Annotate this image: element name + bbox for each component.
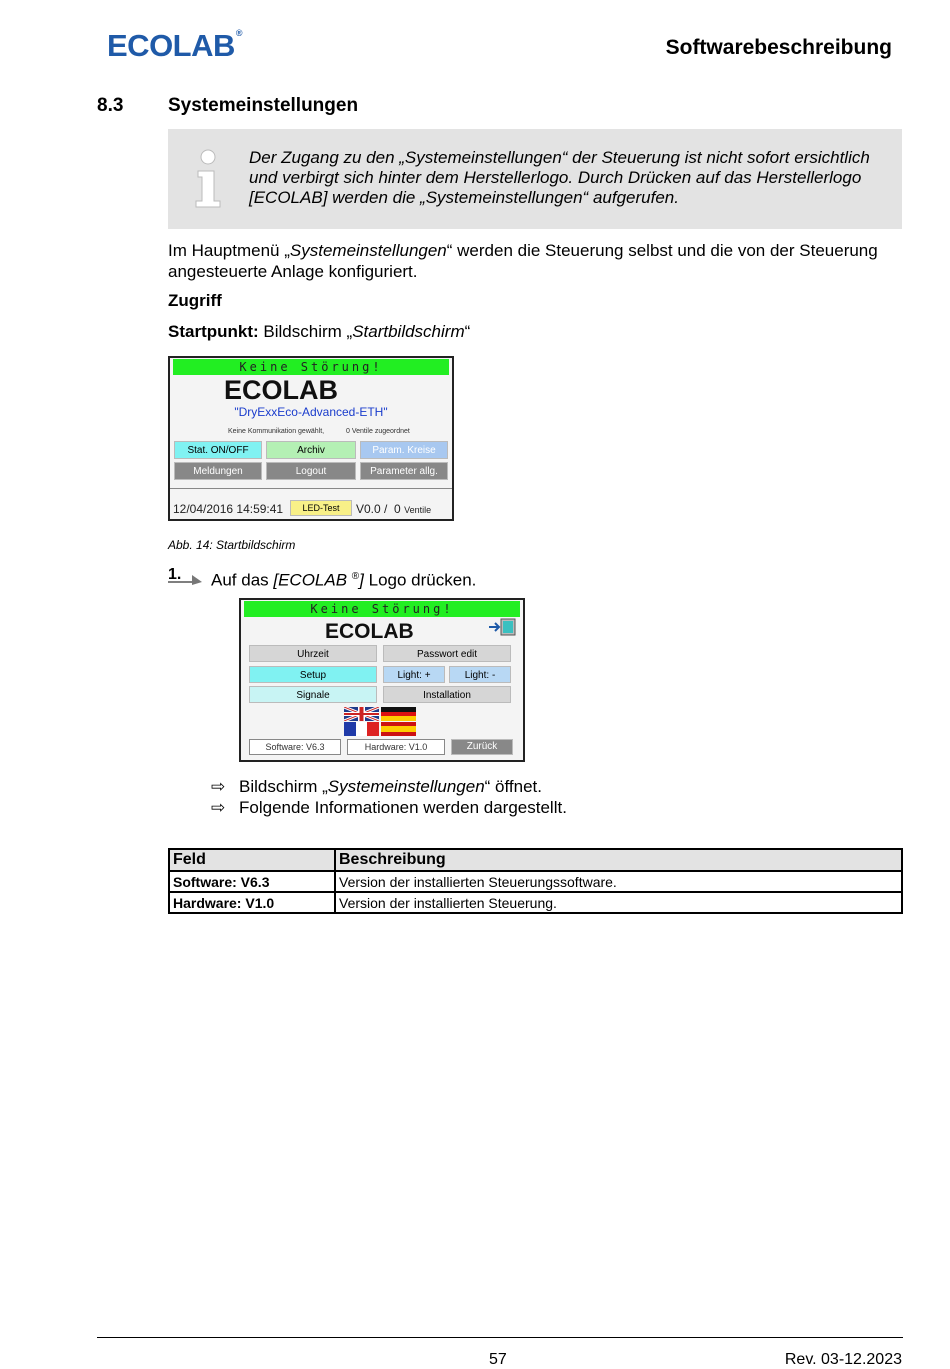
screen-ecolab-logo[interactable]: ECOLAB: [224, 375, 338, 405]
zugriff-heading: Zugriff: [168, 291, 222, 310]
led-test-button[interactable]: LED-Test: [290, 500, 352, 516]
parameter-allg-button[interactable]: Parameter allg.: [360, 462, 448, 480]
uk-flag-icon[interactable]: [344, 707, 379, 721]
status-bar: Keine Störung!: [244, 601, 520, 617]
logo-text: ECOLAB: [107, 28, 235, 63]
intro-part-b: Systemeinstellungen: [289, 241, 447, 260]
startpunkt-part-a: Bildschirm „: [258, 322, 353, 341]
step-part-d: Logo drücken.: [363, 570, 477, 590]
step-part-a: Auf das: [211, 570, 274, 590]
hardware-version: Hardware: V1.0: [347, 739, 445, 755]
startscreen-screenshot: [168, 356, 454, 521]
meldungen-button[interactable]: Meldungen: [174, 462, 262, 480]
logo-registered: ®: [235, 28, 243, 38]
spain-flag-icon[interactable]: [381, 722, 416, 736]
france-flag-icon[interactable]: [344, 722, 379, 736]
startpunkt-part-c: “: [464, 322, 471, 341]
result-1-part-c: “ öffnet.: [484, 777, 543, 796]
section-title: Systemeinstellungen: [168, 95, 359, 116]
intro-paragraph: [168, 240, 888, 282]
table-row: [169, 871, 902, 892]
table-header-beschreibung: Beschreibung: [335, 849, 902, 871]
datetime: 12/04/2016 14:59:41: [173, 502, 284, 516]
ventile-count: 0: [394, 502, 401, 516]
light-minus-button[interactable]: Light: -: [449, 666, 511, 683]
table-cell-field: Hardware: V1.0: [169, 892, 335, 913]
step-number: 1.: [168, 566, 182, 583]
startpunkt-part-b: Startbildschirm: [352, 322, 465, 341]
result-1-part-b: Systemeinstellungen: [327, 777, 485, 796]
communication-info: Keine Kommunikation gewählt,: [228, 428, 325, 435]
info-table: [168, 848, 903, 914]
installation-button[interactable]: Installation: [383, 686, 511, 703]
intro-part-a: Im Hauptmenü „: [168, 241, 290, 260]
archiv-button[interactable]: Archiv: [266, 441, 356, 459]
screen-divider: [170, 488, 452, 489]
table-cell-description: Version der installierten Steuerung.: [335, 892, 902, 913]
table-cell-field: Software: V6.3: [169, 871, 335, 892]
revision: Rev. 03-12.2023: [784, 1351, 902, 1368]
uhrzeit-button[interactable]: Uhrzeit: [249, 645, 377, 662]
table-cell-description: Version der installierten Steuerungssoftware.: [335, 871, 902, 892]
header-title: Softwarebeschreibung: [665, 36, 892, 59]
setup-button[interactable]: Setup: [249, 666, 377, 683]
version-info: [356, 502, 431, 516]
result-2-text: Folgende Informationen werden dargestellt.: [239, 798, 567, 817]
light-plus-button[interactable]: Light: +: [383, 666, 445, 683]
info-icon: [192, 149, 224, 211]
param-kreise-button[interactable]: Param. Kreise: [360, 441, 448, 459]
info-box: [168, 129, 902, 229]
table-header-row: [169, 849, 902, 871]
info-text: Der Zugang zu den „Systemeinstellungen“ der Steuerung ist nicht sofort ersichtlich und verbirgt sich hinter dem Herstellerlogo. Durch Drücken auf das Herstellerlogo [ECOLAB] werden die „Systemeinstellungen“ aufgerufen.: [249, 148, 870, 207]
screen-ecolab-logo: ECOLAB: [325, 620, 414, 643]
device-name: "DryExxEco-Advanced-ETH": [234, 405, 388, 419]
stat-onoff-button[interactable]: Stat. ON/OFF: [174, 441, 262, 459]
valves-info: [346, 428, 410, 435]
step-part-c: ]: [359, 570, 364, 590]
result-item-2: [211, 797, 567, 818]
step-part-b: [ECOLAB: [273, 570, 352, 590]
figure-caption: Abb. 14: Startbildschirm: [168, 538, 296, 552]
footer-divider: [97, 1337, 903, 1338]
result-arrow-icon: ⇨: [211, 798, 226, 817]
passwort-edit-button[interactable]: Passwort edit: [383, 645, 511, 662]
startpunkt-label: Startpunkt:: [168, 322, 259, 341]
section-number: 8.3: [97, 95, 124, 116]
startpunkt-line: [168, 321, 470, 342]
logout-button[interactable]: Logout: [266, 462, 356, 480]
software-version: Software: V6.3: [249, 739, 341, 755]
exit-door-icon[interactable]: [487, 618, 517, 636]
ventile-label: Ventile: [404, 505, 432, 515]
step-registered: ®: [351, 571, 360, 582]
status-bar: Keine Störung!: [173, 359, 449, 375]
signale-button[interactable]: Signale: [249, 686, 377, 703]
result-arrow-icon: ⇨: [211, 777, 226, 796]
step-text: [211, 566, 476, 591]
table-row: [169, 892, 902, 913]
valves-label: Ventile zugeordnet: [351, 428, 410, 435]
ecolab-logo: [107, 28, 242, 64]
version-number: V0.0 /: [356, 502, 388, 516]
page-number: 57: [489, 1351, 507, 1368]
settings-screenshot: [239, 598, 525, 762]
table-header-feld: Feld: [169, 849, 335, 871]
intro-part-c: “ werden die Steuerung selbst und die von der Steuerung angesteuerte Anlage konfiguriert.: [168, 241, 878, 281]
zurueck-button[interactable]: Zurück: [451, 739, 513, 755]
germany-flag-icon[interactable]: [381, 707, 416, 721]
result-1-part-a: Bildschirm „: [239, 777, 328, 796]
step-arrow-icon: [168, 570, 204, 586]
result-item-1: [211, 776, 542, 797]
valves-count: 0: [346, 428, 350, 435]
